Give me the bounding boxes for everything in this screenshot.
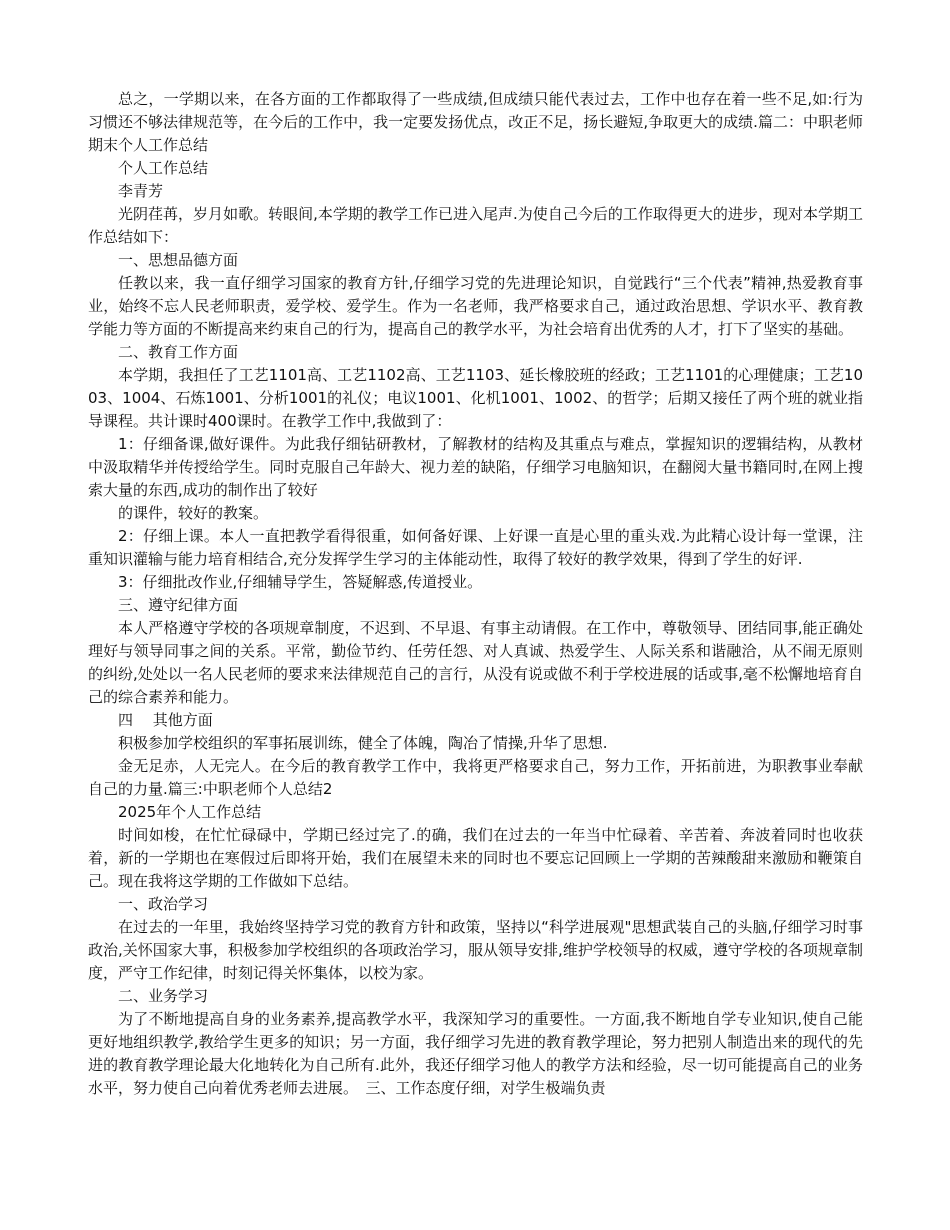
paragraph-outlook: 金无足赤，人无完人。在今后的教育教学工作中，我将更严格要求自己，努力工作，开拓前进，为职教事业奉献自己的力量.篇三:中职老师个人总结2 xyxy=(88,757,863,798)
section-title-2025: 2025年个人工作总结 xyxy=(118,803,262,821)
paragraph-training: 积极参加学校组织的军事拓展训练，健全了体魄，陶冶了情操,升华了思想. xyxy=(118,734,608,752)
paragraph-time-review: 时间如梭，在忙忙碌碌中，学期已经过完了.的确，我们在过去的一年当中忙碌着、辛苦着、奔波着同时也收获着，新的一学期也在寒假过后即将开始，我们在展望未来的同时也不要忘记回顾上一学期的苦辣酸甜来激励和鞭策自己。现在我将这学期的工作做如下总结。 xyxy=(88,826,863,890)
paragraph-lesson-prep: 1：仔细备课,做好课件。为此我仔细钻研教材，了解教材的结构及其重点与难点，掌握知识的逻辑结构，从教材中汲取精华并传授给学生。同时克服自己年龄大、视力差的缺陷，仔细学习电脑知识，在翻阅大量书籍同时,在网上搜索大量的东西,成功的制作出了较好 xyxy=(88,435,863,499)
author-name: 李青芳 xyxy=(118,182,164,200)
paragraph-lesson-prep-continued: 的课件，较好的教案。 xyxy=(118,504,269,522)
heading-teaching-work: 二、教育工作方面 xyxy=(118,343,239,361)
section-title-personal-summary: 个人工作总结 xyxy=(118,159,209,177)
paragraph-summary-closing: 总之，一学期以来，在各方面的工作都取得了一些成绩,但成绩只能代表过去，工作中也存在着一些不足,如:行为习惯还不够法律规范等，在今后的工作中，我一定要发扬优点，改正不足，扬长避短,争取更大的成绩.篇二：中职老师期末个人工作总结 xyxy=(88,90,863,154)
paragraph-political-study: 在过去的一年里，我始终坚持学习党的教育方针和政策，坚持以“科学进展观"思想武装自己的头脑,仔细学习时事政治,关怀国家大事，积极参加学校组织的各项政治学习，服从领导安排,维护学校领导的权威，遵守学校的各项规章制度，严守工作纪律，时刻记得关怀集体，以校为家。 xyxy=(88,918,863,982)
paragraph-teaching-assignments: 本学期，我担任了工艺1101高、工艺1102高、工艺1103、延长橡胶班的经政；工艺1101的心理健康；工艺1003、1004、石炼1001、分析1001的礼仪；电议1001、化机1001、1002、的哲学；后期又接任了两个班的就业指导课程。共计课时400课时。在教学工作中,我做到了： xyxy=(88,366,863,430)
paragraph-intro: 光阴荏苒，岁月如歌。转眼间,本学期的教学工作已进入尾声.为使自己今后的工作取得更大的进步，现对本学期工作总结如下： xyxy=(88,205,863,246)
document-body xyxy=(88,88,863,1100)
heading-political-study: 一、政治学习 xyxy=(118,895,209,913)
heading-other: 四 其他方面 xyxy=(118,711,213,729)
paragraph-discipline: 本人严格遵守学校的各项规章制度，不迟到、不早退、有事主动请假。在工作中，尊敬领导、团结同事,能正确处理好与领导同事之间的关系。平常，勤俭节约、任劳任怨、对人真诚、热爱学生、人际关系和谐融洽，从不闹无原则的纠纷,处处以一名人民老师的要求来法律规范自己的言行，从没有说或做不利于学校进展的话或事,毫不松懈地培育自己的综合素养和能力。 xyxy=(88,619,863,706)
paragraph-business-study: 为了不断地提高自身的业务素养,提高教学水平，我深知学习的重要性。一方面,我不断地自学专业知识,使自己能更好地组织教学,教给学生更多的知识；另一方面，我仔细学习先进的教育教学理论，努力把别人制造出来的现代的先进的教育教学理论最大化地转化为自己所有.此外，我还仔细学习他人的教学方法和经验，尽一切可能提高自己的业务水平，努力使自己向着优秀老师去进展。 三、工作态度仔细，对学生极端负责 xyxy=(88,1010,863,1097)
heading-discipline: 三、遵守纪律方面 xyxy=(118,596,239,614)
paragraph-ideology: 任教以来，我一直仔细学习国家的教育方针,仔细学习党的先进理论知识，自觉践行“三个代表”精神,热爱教育事业，始终不忘人民老师职责，爱学校、爱学生。作为一名老师，我严格要求自己，通过政治思想、学识水平、教育教学能力等方面的不断提高来约束自己的行为，提高自己的教学水平，为社会培育出优秀的人才，打下了坚实的基础。 xyxy=(88,274,863,338)
paragraph-homework: 3：仔细批改作业,仔细辅导学生，答疑解惑,传道授业。 xyxy=(118,573,483,591)
heading-ideology: 一、思想品德方面 xyxy=(118,251,239,269)
heading-business-study: 二、业务学习 xyxy=(118,987,209,1005)
paragraph-classroom: 2：仔细上课。本人一直把教学看得很重，如何备好课、上好课一直是心里的重头戏.为此精心设计每一堂课，注重知识灌输与能力培育相结合,充分发挥学生学习的主体能动性，取得了较好的教学效果，得到了学生的好评. xyxy=(88,527,863,568)
